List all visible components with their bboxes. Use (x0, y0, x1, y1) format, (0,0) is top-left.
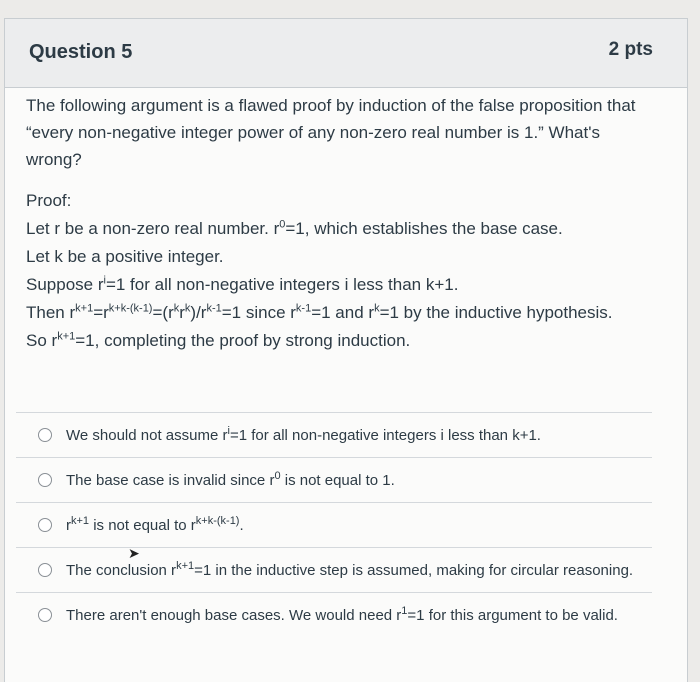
answer-text: =1 for this argument to be valid. (407, 607, 618, 624)
radio-button-icon[interactable] (38, 608, 52, 622)
superscript: k+k-(k-1) (195, 515, 240, 527)
answer-text: =1 for all non-negative integers i less than k+1. (229, 427, 541, 444)
superscript: k-1 (206, 302, 222, 315)
superscript: 0 (279, 218, 286, 231)
proof-text: Then r (26, 303, 76, 322)
answer-option-5[interactable] (16, 592, 652, 637)
radio-button-icon[interactable] (38, 473, 52, 487)
question-prompt: The following argument is a flawed proof by induction of the false proposition that “every non-negative integer power of any non-zero real number is 1.” What's wrong? (26, 96, 636, 169)
proof-text: Suppose r (26, 275, 104, 294)
proof-line-2: Let k be a positive integer. (26, 247, 224, 266)
answer-text: =1 in the inductive step is assumed, making for circular reasoning. (194, 562, 634, 579)
proof-line-3 (26, 271, 656, 299)
superscript: 0 (274, 470, 281, 482)
question-body (26, 92, 656, 355)
answer-option-2[interactable] (16, 457, 652, 502)
proof-text: )/r (190, 303, 207, 322)
answer-text: r (66, 517, 71, 534)
proof-text: r (179, 303, 185, 322)
proof-text: =1 by the inductive hypothesis. (379, 303, 613, 322)
proof-text: =1 and r (311, 303, 375, 322)
proof-text: =(r (152, 303, 174, 322)
question-points: 2 pts (608, 39, 653, 60)
radio-button-icon[interactable] (38, 563, 52, 577)
question-header (5, 19, 687, 88)
superscript: i (103, 274, 106, 287)
answer-text: is not equal to r (89, 517, 196, 534)
proof-text: Let r be a non-zero real number. r (26, 219, 280, 238)
radio-button-icon[interactable] (38, 428, 52, 442)
superscript: k (184, 302, 191, 315)
answer-text: The conclusion r (66, 562, 177, 579)
answer-option-1[interactable] (16, 412, 652, 457)
radio-button-icon[interactable] (38, 518, 52, 532)
proof-block (26, 187, 656, 355)
proof-text: =1, which establishes the base case. (285, 219, 563, 238)
superscript: k+1 (57, 330, 76, 343)
answer-text: We should not assume r (66, 427, 228, 444)
proof-line-4 (26, 299, 656, 327)
proof-text: =1 since r (221, 303, 296, 322)
answer-option-4[interactable] (16, 547, 652, 592)
proof-text: =1, completing the proof by strong induction. (75, 331, 411, 350)
superscript: k-1 (295, 302, 312, 315)
proof-text: So r (26, 331, 58, 350)
answer-list (16, 412, 652, 637)
superscript: 1 (401, 605, 408, 617)
proof-text: =1 for all non-negative integers i less than k+1. (105, 275, 459, 294)
superscript: k (374, 302, 380, 315)
proof-text: =r (93, 303, 109, 322)
proof-label: Proof: (26, 191, 72, 210)
proof-line-1 (26, 215, 656, 243)
superscript: i (227, 425, 230, 437)
answer-text: There aren't enough base cases. We would need r (66, 607, 402, 624)
answer-text: . (239, 517, 244, 534)
mouse-cursor-icon: ➤ (128, 545, 140, 561)
superscript: k (173, 302, 180, 315)
question-title: Question 5 (29, 41, 133, 63)
superscript: k+1 (176, 560, 195, 572)
answer-option-3[interactable] (16, 502, 652, 547)
superscript: k+1 (75, 302, 94, 315)
answer-text: The base case is invalid since r (66, 472, 275, 489)
answer-text: is not equal to 1. (280, 472, 395, 489)
superscript: k+k-(k-1) (108, 302, 153, 315)
proof-line-5 (26, 327, 656, 355)
superscript: k+1 (71, 515, 90, 527)
